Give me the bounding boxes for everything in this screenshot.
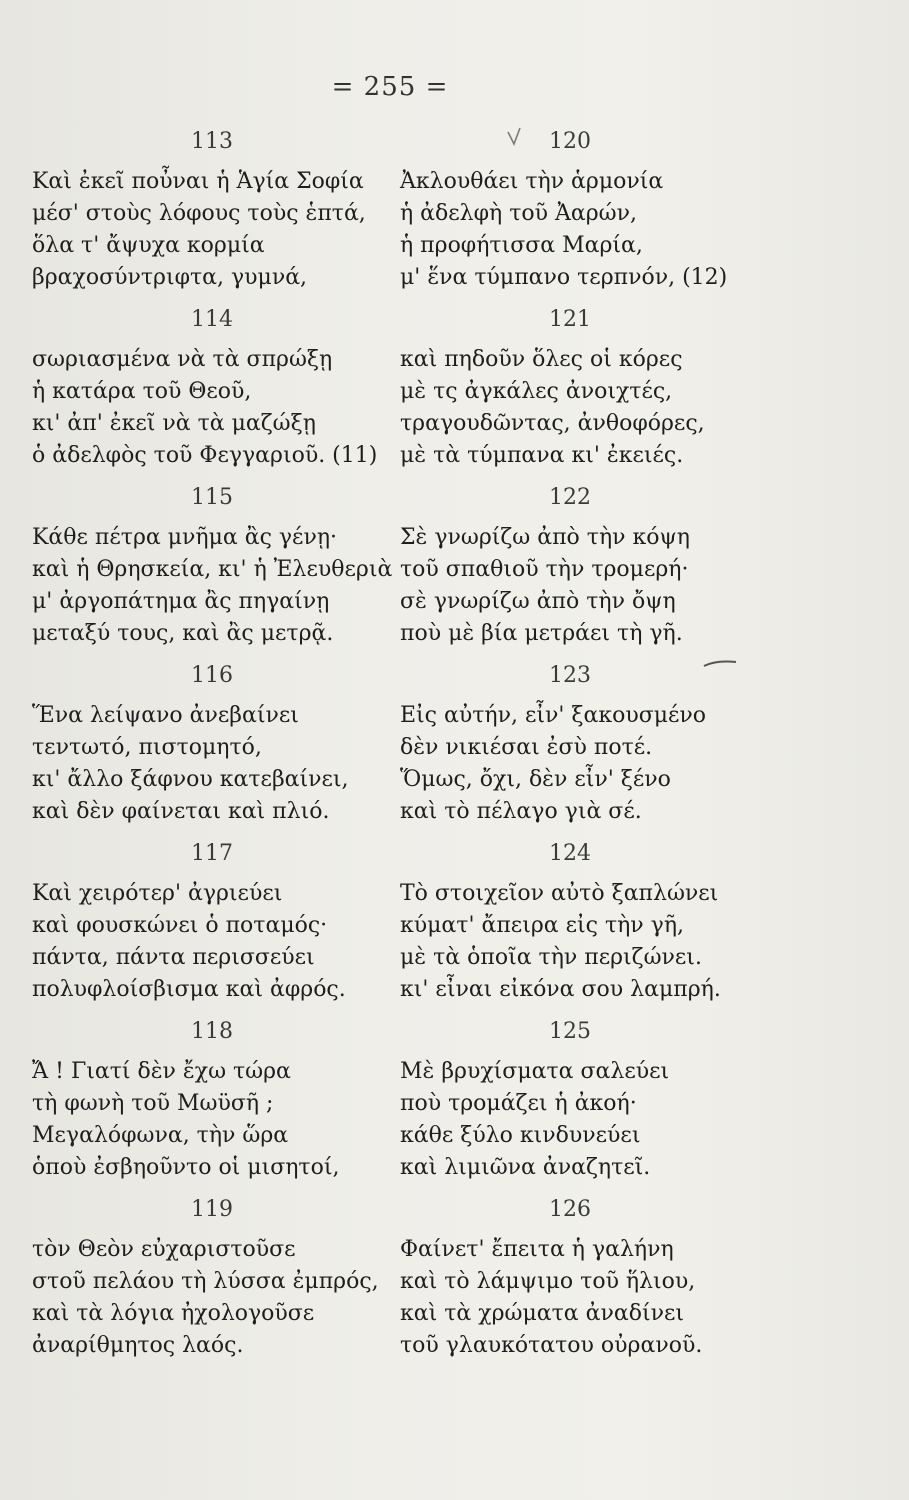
verse-line: πάντα, πάντα περισσεύει xyxy=(32,945,315,970)
stanza xyxy=(32,652,422,830)
verse-line: Μὲ βρυχίσματα σαλεύει xyxy=(400,1059,670,1084)
verse-line: Τὸ στοιχεῖον αὐτὸ ξαπλώνει xyxy=(400,881,719,906)
verse-line: καὶ τὰ χρώματα ἀναδίνει xyxy=(400,1301,684,1326)
stanza-number: 115 xyxy=(191,485,233,510)
stanza-number: 126 xyxy=(549,1197,591,1222)
left-column xyxy=(32,118,422,1364)
verse-line: δὲν νικιέσαι ἐσὺ ποτέ. xyxy=(400,735,653,760)
verse-line: ἀναρίθμητος λαός. xyxy=(32,1333,244,1358)
verse-line: πολυφλοίσβισμα καὶ ἀφρός. xyxy=(32,977,346,1002)
stanza-number: 122 xyxy=(549,485,591,510)
stanza xyxy=(400,474,790,652)
stanza-number: 125 xyxy=(549,1019,591,1044)
verse-line: τοῦ σπαθιοῦ τὴν τρομερή· xyxy=(400,557,689,582)
verse-line: ἡ προφήτισσα Μαρία, xyxy=(400,233,643,258)
stanza xyxy=(400,118,790,296)
stanza-number: 123 xyxy=(549,663,591,688)
verse-line: στοῦ πελάου τὴ λύσσα ἐμπρός, xyxy=(32,1269,379,1294)
verse-line: Ἕνα λείψανο ἀνεβαίνει xyxy=(32,703,299,728)
verse-line: Ἀκλουθάει τὴν ἁρμονία xyxy=(400,169,664,194)
verse-line: κύματ' ἄπειρα εἰς τὴν γῆ, xyxy=(400,913,684,938)
stanza xyxy=(400,1186,790,1364)
stanza xyxy=(400,830,790,1008)
verse-line: καὶ δὲν φαίνεται καὶ πλιό. xyxy=(32,799,330,824)
verse-line: μὲ τς ἀγκάλες ἀνοιχτές, xyxy=(400,379,673,404)
verse-line: Καὶ χειρότερ' ἀγριεύει xyxy=(32,881,283,906)
verse-line: Ὅμως, ὄχι, δὲν εἶν' ξένο xyxy=(400,767,671,792)
stanza-number: 113 xyxy=(191,129,233,154)
verse-line: καὶ ἡ Θρησκεία, κι' ἡ Ἐλευθεριὰ xyxy=(32,557,393,582)
verse-line: τραγουδῶντας, ἀνθοφόρες, xyxy=(400,411,705,436)
verse-line: μέσ' στοὺς λόφους τοὺς ἑπτά, xyxy=(32,201,366,226)
stanza-number: 121 xyxy=(549,307,591,332)
page-number: = 255 = xyxy=(331,72,449,102)
verse-line: καὶ τὰ λόγια ἠχολογοῦσε xyxy=(32,1301,315,1326)
verse-line: Εἰς αὐτήν, εἶν' ξακουσμένο xyxy=(400,703,707,728)
stanza xyxy=(32,830,422,1008)
verse-line: καὶ λιμιῶνα ἀναζητεῖ. xyxy=(400,1155,651,1180)
verse-line: τὸν Θεὸν εὐχαριστοῦσε xyxy=(32,1237,296,1262)
stanza-number: 117 xyxy=(191,841,233,866)
verse-line: μεταξύ τους, καὶ ἂς μετρᾷ. xyxy=(32,621,334,646)
verse-line: κι' ἀπ' ἐκεῖ νὰ τὰ μαζώξῃ xyxy=(32,411,316,436)
verse-line: Σὲ γνωρίζω ἀπὸ τὴν κόψη xyxy=(400,525,690,550)
verse-line: τοῦ γλαυκότατου οὐρανοῦ. xyxy=(400,1333,703,1358)
verse-line: καὶ τὸ λάμψιμο τοῦ ἥλιου, xyxy=(400,1269,696,1294)
stanza-number: 114 xyxy=(191,307,233,332)
verse-line: Φαίνετ' ἔπειτα ἡ γαλήνη xyxy=(400,1237,674,1262)
stanza-number: 118 xyxy=(191,1019,233,1044)
verse-line: βραχοσύντριφτα, γυμνά, xyxy=(32,265,308,290)
stanza xyxy=(32,1186,422,1364)
verse-line: ἡ ἀδελφὴ τοῦ Ἀαρών, xyxy=(400,201,637,226)
verse-line: Καὶ ἐκεῖ ποὖναι ἡ Ἁγία Σοφία xyxy=(32,169,364,194)
stanza-number: 119 xyxy=(191,1197,233,1222)
verse-line: μ' ἕνα τύμπανο τερπνόν, (12) xyxy=(400,265,728,290)
verse-line: σὲ γνωρίζω ἀπὸ τὴν ὄψη xyxy=(400,589,676,614)
verse-line: τεντωτό, πιστομητό, xyxy=(32,735,262,760)
verse-line: σωριασμένα νὰ τὰ σπρώξῃ xyxy=(32,347,333,372)
verse-line: ὁποὺ ἐσβηοῦντο οἱ μισητοί, xyxy=(32,1155,340,1180)
stanza xyxy=(32,118,422,296)
right-column xyxy=(400,118,790,1364)
stanza-number: 120 xyxy=(549,129,591,154)
stanza xyxy=(400,1008,790,1186)
verse-line: μὲ τὰ τύμπανα κι' ἐκειές. xyxy=(400,443,684,468)
stanza xyxy=(32,474,422,652)
verse-line: ἡ κατάρα τοῦ Θεοῦ, xyxy=(32,379,252,404)
stanza-number: 124 xyxy=(549,841,591,866)
verse-line: κάθε ξύλο κινδυνεύει xyxy=(400,1123,641,1148)
stanza xyxy=(400,652,790,830)
verse-line: ποὺ μὲ βία μετράει τὴ γῆ. xyxy=(400,621,683,646)
verse-line: κι' ἄλλο ξάφνου κατεβαίνει, xyxy=(32,767,349,792)
verse-line: ὁ ἀδελφὸς τοῦ Φεγγαριοῦ. (11) xyxy=(32,443,378,468)
verse-line: Κάθε πέτρα μνῆμα ἂς γένῃ· xyxy=(32,525,338,550)
verse-line: καὶ πηδοῦν ὅλες οἱ κόρες xyxy=(400,347,683,372)
stanza xyxy=(32,1008,422,1186)
verse-line: ὅλα τ' ἄψυχα κορμία xyxy=(32,233,265,258)
verse-line: μ' ἀργοπάτημα ἂς πηγαίνῃ xyxy=(32,589,330,614)
stanza-number: 116 xyxy=(191,663,233,688)
verse-line: Ἄ ! Γιατί δὲν ἔχω τώρα xyxy=(32,1059,291,1084)
verse-line: μὲ τὰ ὁποῖα τὴν περιζώνει. xyxy=(400,945,702,970)
verse-line: καὶ φουσκώνει ὁ ποταμός· xyxy=(32,913,328,938)
verse-line: τὴ φωνὴ τοῦ Μωϋσῆ ; xyxy=(32,1091,274,1116)
verse-line: ποὺ τρομάζει ἡ ἀκοή· xyxy=(400,1091,637,1116)
verse-line: Μεγαλόφωνα, τὴν ὥρα xyxy=(32,1123,289,1148)
verse-line: κι' εἶναι εἰκόνα σου λαμπρή. xyxy=(400,977,721,1002)
stanza xyxy=(32,296,422,474)
stanza xyxy=(400,296,790,474)
verse-line: καὶ τὸ πέλαγο γιὰ σέ. xyxy=(400,799,642,824)
